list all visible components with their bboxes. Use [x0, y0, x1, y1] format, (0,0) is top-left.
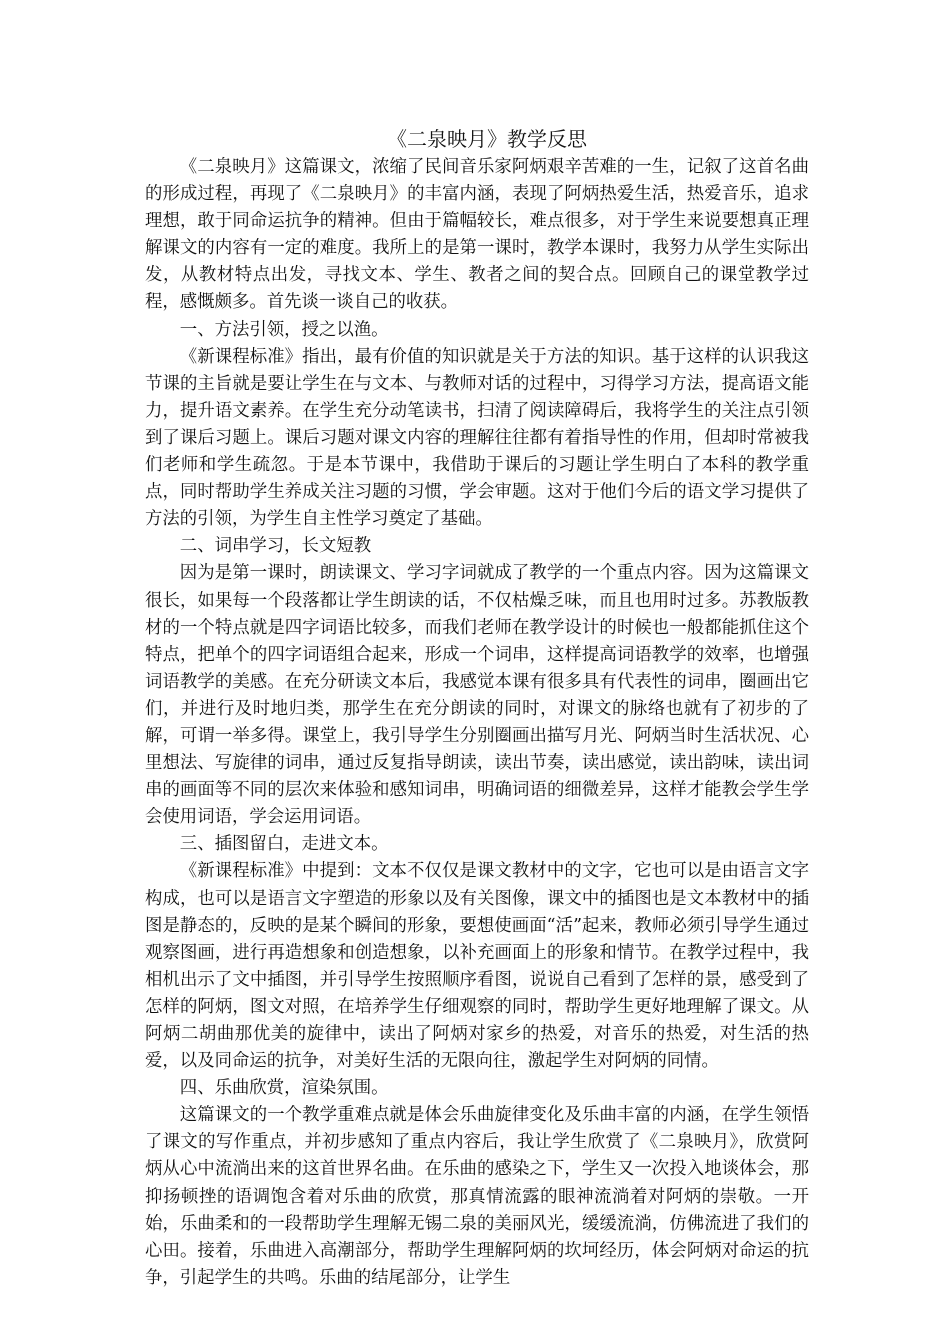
paragraph-section-4: 这篇课文的一个教学重难点就是体会乐曲旋律变化及乐曲丰富的内涵，在学生领悟了课文的写作重点，并初步感知了重点内容后，我让学生欣赏了《二泉映月》，欣赏阿炳从心中流淌出来的这首世界名曲。在乐曲的感染之下，学生又一次投入地谈体会，那抑扬顿挫的语调饱含着对乐曲的欣赏，那真情流露的眼神流淌着对阿炳的崇敬。一开始，乐曲柔和的一段帮助学生理解无锡二泉的美丽风光，缓缓流淌，仿佛流进了我们的心田。接着，乐曲进入高潮部分，帮助学生理解阿炳的坎坷经历，体会阿炳对命运的抗争，引起学生的共鸣。乐曲的结尾部分，让学生	[145, 1105, 809, 1288]
page-title: 《二泉映月》教学反思	[387, 127, 587, 151]
paragraph-section-3: 《新课程标准》中提到：文本不仅仅是课文教材中的文字，它也可以是由语言文字构成，也可以是语言文字塑造的形象以及有关图像，课文中的插图也是文本教材中的插图是静态的，反映的是某个瞬间的形象，要想使画面“活”起来，教师必须引导学生通过观察图画，进行再造想象和创造想象，以补充画面上的形象和情节。在教学过程中，我相机出示了文中插图，并引导学生按照顺序看图，说说自己看到了怎样的景，感受到了怎样的阿炳，图文对照，在培养学生仔细观察的同时，帮助学生更好地理解了课文。从阿炳二胡曲那优美的旋律中，读出了阿炳对家乡的热爱，对音乐的热爱，对生活的热爱，以及同命运的抗争，对美好生活的无限向往，激起学生对阿炳的同情。	[145, 861, 809, 1072]
section-heading-4: 四、乐曲欣赏，渲染氛围。	[179, 1078, 389, 1099]
paragraph-section-1: 《新课程标准》指出，最有价值的知识就是关于方法的知识。基于这样的认识我这节课的主旨就是要让学生在与文本、与教师对话的过程中，习得学习方法，提高语文能力，提升语文素养。在学生充分动笔读书，扫清了阅读障碍后，我将学生的关注点引领到了课后习题上。课后习题对课文内容的理解往往都有着指导性的作用，但却时常被我们老师和学生疏忽。于是本节课中，我借助于课后的习题让学生明白了本科的教学重点，同时帮助学生养成关注习题的习惯，学会审题。这对于他们今后的语文学习提供了方法的引领，为学生自主性学习奠定了基础。	[145, 346, 809, 530]
paragraph-section-2: 因为是第一课时，朗读课文、学习字词就成了教学的一个重点内容。因为这篇课文很长，如果每一个段落都让学生朗读的话，不仅枯燥乏味，而且也用时过多。苏教版教材的一个特点就是四字词语比较多，而我们老师在教学设计的时候也一般都能抓住这个特点，把单个的四字词语组合起来，形成一个词串，这样提高词语教学的效率，也增强词语教学的美感。在充分研读文本后，我感觉本课有很多具有代表性的词串，圈画出它们，并进行及时地归类，那学生在充分朗读的同时，对课文的脉络也就有了初步的了解，可谓一举多得。课堂上，我引导学生分别圈画出描写月光、阿炳当时生活状况、心里想法、写旋律的词串，通过反复指导朗读，读出节奏，读出感觉，读出韵味，读出词串的画面等不同的层次来体验和感知词串，明确词语的细微差异，这样才能教会学生学会使用词语，学会运用词语。	[145, 563, 809, 828]
document-page	[145, 124, 809, 1292]
paragraph-intro: 《二泉映月》这篇课文，浓缩了民间音乐家阿炳艰辛苦难的一生，记叙了这首名曲的形成过程，再现了《二泉映月》的丰富内涵，表现了阿炳热爱生活，热爱音乐，追求理想，敢于同命运抗争的精神。但由于篇幅较长，难点很多，对于学生来说要想真正理解课文的内容有一定的难度。我所上的是第一课时，教学本课时，我努力从学生实际出发，从教材特点出发，寻找文本、学生、教者之间的契合点。回顾自己的课堂教学过程，感慨颇多。首先谈一谈自己的收获。	[145, 157, 809, 313]
section-heading-3: 三、插图留白，走进文本。	[179, 834, 389, 855]
section-heading-1: 一、方法引领，授之以渔。	[179, 319, 389, 340]
section-heading-2: 二、词串学习，长文短教	[179, 536, 372, 557]
